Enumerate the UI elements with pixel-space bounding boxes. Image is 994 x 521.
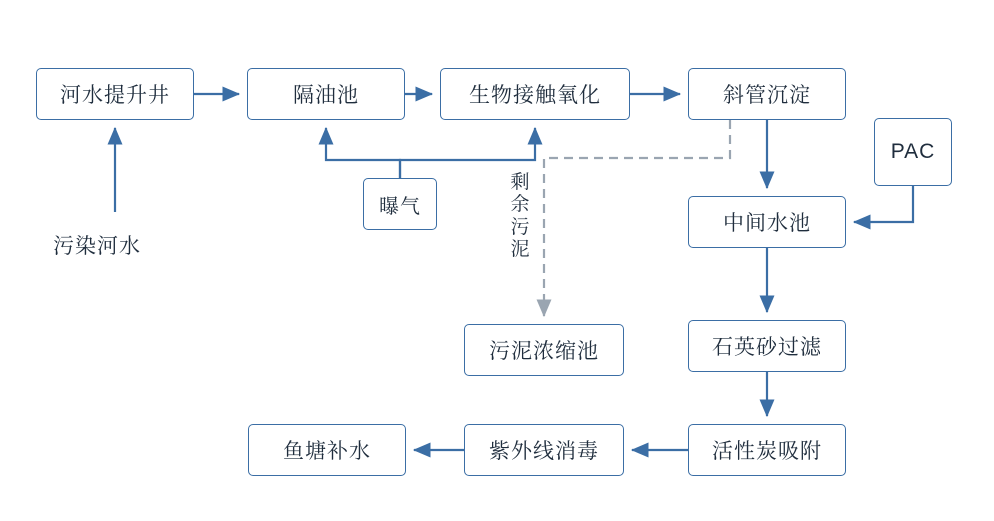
node-label: 中间水池 <box>723 212 811 235</box>
node-fish-pond-replenishment[interactable] <box>248 424 406 476</box>
node-inclined-tube-sedimentation[interactable] <box>688 68 846 120</box>
node-label: 隔油池 <box>293 84 359 107</box>
node-label: 曝气 <box>379 195 421 218</box>
edge-aeration-to-bio-contact <box>400 128 535 178</box>
node-label: 斜管沉淀 <box>723 84 811 107</box>
node-quartz-sand-filtration[interactable] <box>688 320 846 372</box>
label-polluted-river-water: 污染河水 <box>53 235 141 258</box>
node-river-intake-well[interactable] <box>36 68 194 120</box>
node-oil-separation-tank[interactable] <box>247 68 405 120</box>
node-biological-contact-oxidation[interactable] <box>440 68 630 120</box>
node-pac-dosing[interactable] <box>874 118 952 186</box>
node-activated-carbon-adsorption[interactable] <box>688 424 846 476</box>
node-label: PAC <box>890 140 936 163</box>
node-intermediate-water-tank[interactable] <box>688 196 846 248</box>
node-label: 活性炭吸附 <box>712 440 822 463</box>
node-label: 污泥浓缩池 <box>489 340 599 363</box>
edge-aeration-to-oil-separator <box>326 128 400 178</box>
edge-pac-to-mid-tank <box>854 186 913 222</box>
node-label: 紫外线消毒 <box>489 440 599 463</box>
label-excess-sludge: 剩余污泥 <box>510 172 530 261</box>
node-label: 石英砂过滤 <box>712 336 822 359</box>
node-uv-disinfection[interactable] <box>464 424 624 476</box>
node-aeration[interactable] <box>363 178 437 230</box>
node-label: 鱼塘补水 <box>283 440 371 463</box>
node-label: 生物接触氧化 <box>469 84 601 107</box>
node-sludge-thickening-tank[interactable] <box>464 324 624 376</box>
node-label: 河水提升井 <box>60 84 170 107</box>
